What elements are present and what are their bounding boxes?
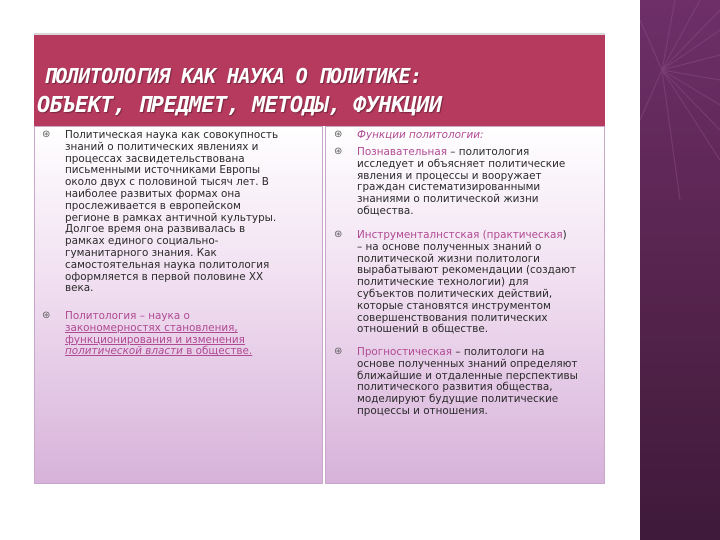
definition-line-3: функционирования и изменения [65, 333, 245, 346]
prognostic-function-term: Прогностическая [357, 346, 453, 358]
definition-line-4-tail: в обществе. [182, 345, 253, 358]
functions-heading: Функции политологии: [357, 129, 484, 141]
politology-term: Политология [65, 310, 137, 322]
instrumental-function-term: Инструменталнстская (практическая [357, 229, 563, 241]
political-power-term: политической власти [65, 345, 183, 358]
slide-title-line-1: ПОЛИТОЛОГИЯ КАК НАУКА О ПОЛИТИКЕ: [44, 64, 422, 88]
cognitive-function-text: исследует и объясняет политические явления и процессы и вооружает граждан систематизированными знаниями о политической жизни общества. [357, 157, 566, 217]
instrumental-function-paren: ) [562, 229, 567, 241]
cognitive-function-first-line: – политология [446, 146, 530, 158]
decorative-starburst-icon [640, 0, 720, 540]
prognostic-function-text: основе полученных знаний определяют ближайшие и отдаленные перспективы политического развития общества, моделируют будущие политические процессы и отношения. [357, 357, 578, 417]
definition-dash: – наука о [136, 310, 190, 322]
definition-line-2: закономерностях становления, [65, 321, 238, 334]
bullet-icon: ⊛ [334, 346, 343, 357]
instrumental-function-paragraph [357, 230, 602, 336]
prognostic-function-paragraph [357, 347, 602, 418]
decorative-side-band [640, 0, 720, 540]
bullet-icon: ⊛ [334, 129, 343, 140]
bullet-icon: ⊛ [334, 146, 343, 157]
bullet-icon: ⊛ [42, 129, 51, 140]
bullet-icon: ⊛ [334, 229, 343, 240]
instrumental-function-text: – на основе полученных знаний о политической жизни политологи вырабатывают рекомендации (создают политические технологии) для субъектов политических действий, которые становятся инструментом совершенствования политических отношений в обществе. [357, 240, 576, 336]
cognitive-function-paragraph [357, 147, 602, 218]
cognitive-function-term: Познавательная [357, 146, 447, 158]
prognostic-function-first-line: – политологи на [452, 346, 545, 358]
bullet-icon: ⊛ [42, 310, 51, 321]
slide-title-line-2: ОБЪЕКТ, ПРЕДМЕТ, МЕТОДЫ, ФУНКЦИИ [37, 93, 442, 118]
politology-history-paragraph: Политическая наука как совокупность знаний о политических явлениях и процессах засвидетельствована письменными источниками Европы около двух с половиной тысяч лет. В наиболее развитых формах она прослеживается в европейском регионе в рамках античной культуры. Долгое время она развивалась в рамках единого социально- гуманитарного знания. Как самостоятельная наука политология оформляется в первой половине XX века. [65, 129, 279, 295]
politology-definition-paragraph [65, 311, 315, 358]
